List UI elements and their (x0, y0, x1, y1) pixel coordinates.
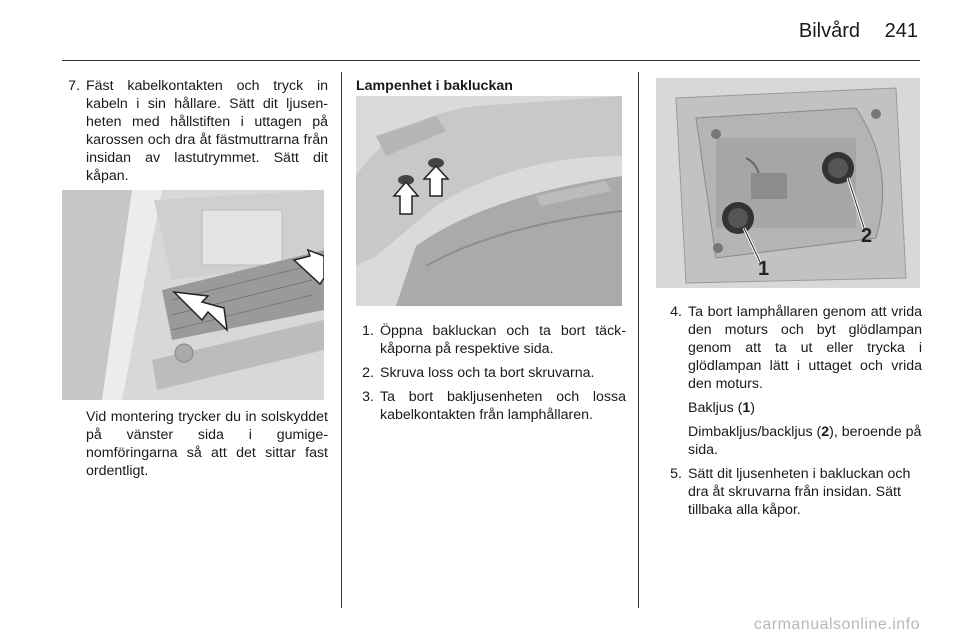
column-1 (62, 77, 328, 191)
figure-sunvisor-trim (62, 190, 324, 400)
step-text: Ta bort bakljusenheten och lossa kabelkontakten från lamphållaren. (380, 389, 626, 423)
ref-suffix: ), beroende på sida. (688, 424, 922, 458)
step-text: Ta bort lamphållaren genom att vrida den moturs och byt glödlampan genom att ta ut eller trycka i glödlampan lätt i uttaget och vrida den moturs. (688, 304, 922, 392)
ref-label: Dimbakljus/backljus ( (688, 424, 822, 440)
page-number: 241 (884, 20, 918, 42)
column-2 (356, 77, 626, 95)
step-number: 7. (68, 78, 80, 94)
figure-callout-1: 1 (758, 258, 770, 280)
ref-label: Bakljus ( (688, 400, 743, 416)
step-text: Sätt dit ljusenheten i bakluckan och dra åt skruvarna från insidan. Sätt tillbaka alla kåpor. (688, 466, 911, 518)
steps-list (356, 322, 626, 430)
step-number: 2. (362, 365, 374, 381)
column-divider (638, 72, 639, 608)
ref-number: 1 (742, 400, 751, 416)
step-text: Fäst kabelkontakten och tryck in kabeln i sin hållare. Sätt dit ljusenheten med hållstiften i uttagen på karossen och dra åt fästmuttrarna från insidan av lastutrymmet. Sätt dit kåpan. (86, 78, 328, 184)
step-3 (356, 388, 626, 424)
step-number: 5. (670, 466, 682, 482)
sunvisor-illustration (62, 190, 324, 400)
step-number: 3. (362, 389, 374, 405)
header-divider (62, 60, 920, 61)
step-2 (356, 364, 626, 382)
step-1 (356, 322, 626, 358)
figure-caption: Vid montering trycker du in solskyddet på vänster sida i gumigenomföringarna så att det sittar fast ordentligt. (86, 409, 328, 479)
section-heading: Lampenhet i bakluckan (356, 78, 513, 94)
column-divider (341, 72, 342, 608)
ref-number: 2 (821, 424, 830, 440)
tailgate-illustration (356, 96, 622, 306)
watermark: carmanualsonline.info (753, 616, 920, 633)
step-number: 1. (362, 323, 374, 339)
step-4 (664, 303, 922, 393)
step-7 (62, 77, 328, 185)
figure-lamp-holders (656, 78, 920, 288)
column-3-text (664, 303, 922, 525)
lamp-unit-illustration (656, 78, 920, 288)
bulb-reference-rear (664, 399, 922, 417)
step-5 (664, 465, 922, 519)
section-title: Bilvård (798, 20, 860, 42)
figure-caption-block (62, 408, 328, 480)
step-number: 4. (670, 304, 682, 320)
bulb-reference-fog-reverse (664, 423, 922, 459)
figure-callout-2: 2 (861, 225, 873, 247)
ref-suffix: ) (750, 400, 756, 416)
step-text: Öppna bakluckan och ta bort täckkåporna på respektive sida. (380, 323, 626, 357)
step-text: Skruva loss och ta bort skruvarna. (380, 365, 595, 381)
figure-tailgate-covers (356, 96, 622, 306)
